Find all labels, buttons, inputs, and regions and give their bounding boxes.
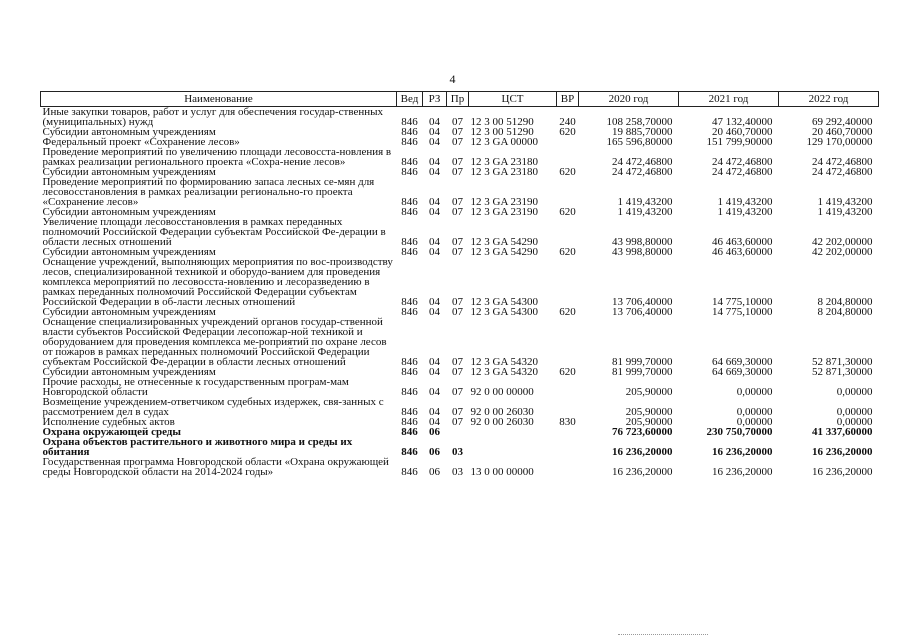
cell-vr <box>557 427 579 437</box>
cell-2021: 1 419,43200 <box>717 196 773 208</box>
cell-ved: 846 <box>401 386 418 398</box>
cell-vr: 620 <box>559 166 576 178</box>
cell-rz: 04 <box>429 296 440 308</box>
cell-name: Субсидии автономным учреждениям <box>42 126 216 138</box>
cell-cst: 12 3 GA 54300 <box>470 296 539 308</box>
cell-2021: 46 463,60000 <box>712 236 773 248</box>
cell-2020: 24 472,46800 <box>612 166 673 178</box>
cell-vr <box>557 317 579 367</box>
cell-vr <box>557 377 579 397</box>
cell-pr: 07 <box>452 116 463 128</box>
cell-cst: 12 3 GA 54290 <box>470 236 539 248</box>
cell-name: Субсидии автономным учреждениям <box>42 366 216 378</box>
cell-cst: 92 0 00 26030 <box>470 416 534 428</box>
cell-pr: 07 <box>452 236 463 248</box>
cell-cst: 12 3 00 51290 <box>470 116 534 128</box>
cell-cst: 12 3 00 51290 <box>470 126 534 138</box>
cell-2021: 0,00000 <box>736 406 773 418</box>
table-row <box>41 257 879 307</box>
cell-2022: 69 292,40000 <box>812 116 873 128</box>
cell-name: Охрана объектов растительного и животного мира и среды их обитания <box>42 436 353 458</box>
cell-2021: 14 775,10000 <box>712 306 773 318</box>
cell-vr <box>557 437 579 457</box>
cell-rz: 04 <box>429 306 440 318</box>
cell-2020: 13 706,40000 <box>612 306 673 318</box>
header-2021: 2021 год <box>679 92 779 107</box>
cell-name: Прочие расходы, не отнесенные к государственным програм-мам Новгородской области <box>42 376 349 398</box>
cell-rz: 04 <box>429 236 440 248</box>
cell-2022: 0,00000 <box>836 406 873 418</box>
cell-cst <box>469 427 557 437</box>
cell-vr: 620 <box>559 206 576 218</box>
cell-pr: 03 <box>452 446 463 458</box>
cell-rz: 04 <box>429 206 440 218</box>
cell-2020: 13 706,40000 <box>612 296 673 308</box>
table-row <box>41 107 879 128</box>
cell-rz: 06 <box>429 426 440 438</box>
cell-pr: 07 <box>452 296 463 308</box>
cell-ved: 846 <box>401 166 418 178</box>
cell-2020: 1 419,43200 <box>617 206 673 218</box>
cell-vr <box>557 457 579 477</box>
cell-ved: 846 <box>401 246 418 258</box>
cell-ved: 846 <box>401 206 418 218</box>
cell-pr: 07 <box>452 356 463 368</box>
page-number: 4 <box>449 72 456 86</box>
table-row <box>41 437 879 457</box>
cell-pr: 07 <box>452 406 463 418</box>
cell-name: Проведение мероприятий по увеличению площади лесовосста-новления в рамках реализации регионального проекта «Сохра-нение лесов» <box>42 146 392 168</box>
cell-cst: 13 0 00 00000 <box>470 466 534 478</box>
cell-2021: 47 132,40000 <box>712 116 773 128</box>
cell-vr <box>557 147 579 167</box>
header-2022: 2022 год <box>779 92 879 107</box>
cell-2022: 42 202,00000 <box>812 236 873 248</box>
cell-vr <box>557 137 579 147</box>
cell-vr: 620 <box>559 366 576 378</box>
cell-rz: 04 <box>429 126 440 138</box>
cell-2020: 43 998,80000 <box>612 236 673 248</box>
cell-rz: 04 <box>429 386 440 398</box>
cell-2022: 129 170,00000 <box>806 136 873 148</box>
header-2020: 2020 год <box>579 92 679 107</box>
cell-2020: 81 999,70000 <box>612 366 673 378</box>
cell-2022: 24 472,46800 <box>812 156 873 168</box>
table-body <box>41 107 879 478</box>
cell-ved: 846 <box>401 126 418 138</box>
table-row <box>41 377 879 397</box>
cell-ved: 846 <box>401 116 418 128</box>
cell-2020: 16 236,20000 <box>612 466 673 478</box>
cell-ved: 846 <box>401 306 418 318</box>
cell-name: Иные закупки товаров, работ и услуг для обеспечения государ-ственных (муниципальных) нужд <box>42 106 384 128</box>
cell-rz: 04 <box>429 116 440 128</box>
cell-name: Субсидии автономным учреждениям <box>42 206 216 218</box>
cell-vr: 620 <box>559 126 576 138</box>
cell-ved: 846 <box>401 156 418 168</box>
cell-pr: 07 <box>452 366 463 378</box>
cell-cst: 12 3 GA 54320 <box>470 356 539 368</box>
cell-2021: 16 236,20000 <box>712 466 773 478</box>
cell-name: Проведение мероприятий по формированию запаса лесных се-мян для лесовосстановления в рамках реализации регионально-го проекта «Сохранение лесов» <box>42 176 375 208</box>
cell-2022: 0,00000 <box>836 386 873 398</box>
cell-vr: 240 <box>559 116 576 128</box>
cell-rz: 04 <box>429 166 440 178</box>
budget-table <box>40 91 879 477</box>
table-row <box>41 147 879 167</box>
table-row <box>41 397 879 417</box>
table-row <box>41 217 879 247</box>
cell-2020: 81 999,70000 <box>612 356 673 368</box>
cell-2021: 14 775,10000 <box>712 296 773 308</box>
cell-vr: 830 <box>559 416 576 428</box>
cell-name: Субсидии автономным учреждениям <box>42 306 216 318</box>
cell-rz: 04 <box>429 136 440 148</box>
cell-2021: 20 460,70000 <box>712 126 773 138</box>
scan-artifact <box>618 634 708 637</box>
cell-pr: 07 <box>452 386 463 398</box>
cell-ved: 846 <box>401 136 418 148</box>
table-row <box>41 177 879 207</box>
cell-2022: 24 472,46800 <box>812 166 873 178</box>
cell-2021: 151 799,90000 <box>706 136 773 148</box>
cell-ved: 846 <box>401 236 418 248</box>
cell-2022: 8 204,80000 <box>817 306 873 318</box>
cell-pr: 07 <box>452 166 463 178</box>
cell-name: Субсидии автономным учреждениям <box>42 166 216 178</box>
cell-2020: 24 472,46800 <box>612 156 673 168</box>
cell-name: Государственная программа Новгородской области «Охрана окружающей среды Новгородской области на 2014-2024 годы» <box>42 456 389 478</box>
cell-2022: 52 871,30000 <box>812 366 873 378</box>
cell-ved: 846 <box>401 426 418 438</box>
cell-rz: 04 <box>429 366 440 378</box>
cell-cst: 12 3 GA 23190 <box>470 206 539 218</box>
cell-rz: 04 <box>429 246 440 258</box>
cell-ved: 846 <box>401 446 418 458</box>
cell-2022: 0,00000 <box>836 416 873 428</box>
cell-cst: 12 3 GA 23190 <box>470 196 539 208</box>
cell-2021: 46 463,60000 <box>712 246 773 258</box>
cell-name: Охрана окружающей среды <box>42 426 181 438</box>
cell-cst: 12 3 GA 54300 <box>470 306 539 318</box>
cell-name: Субсидии автономным учреждениям <box>42 246 216 258</box>
cell-cst: 12 3 GA 54290 <box>470 246 539 258</box>
cell-name: Увеличение площади лесовосстановления в рамках переданных полномочий Российской Федерации субъектам Российской Фе-дерации в области лесных отношений <box>42 216 386 248</box>
cell-ved: 846 <box>401 466 418 478</box>
cell-2022: 1 419,43200 <box>817 196 873 208</box>
cell-2021: 64 669,30000 <box>712 356 773 368</box>
cell-rz: 04 <box>429 356 440 368</box>
cell-pr: 07 <box>452 246 463 258</box>
cell-pr: 07 <box>452 416 463 428</box>
header-rz: РЗ <box>423 92 447 107</box>
cell-2021: 24 472,46800 <box>712 166 773 178</box>
cell-2021: 1 419,43200 <box>717 206 773 218</box>
cell-pr: 07 <box>452 156 463 168</box>
cell-cst: 92 0 00 26030 <box>470 406 534 418</box>
cell-vr <box>557 177 579 207</box>
header-ved: Вед <box>397 92 423 107</box>
cell-2022: 8 204,80000 <box>817 296 873 308</box>
cell-2021: 16 236,20000 <box>712 446 773 458</box>
header-pr: Пр <box>447 92 469 107</box>
cell-2021: 230 750,70000 <box>706 426 773 438</box>
cell-name: Возмещение учреждением-ответчиком судебных издержек, свя-занных с рассмотрением дел в судах <box>42 396 384 418</box>
cell-2020: 1 419,43200 <box>617 196 673 208</box>
cell-2021: 0,00000 <box>736 386 773 398</box>
cell-pr: 07 <box>452 136 463 148</box>
cell-rz: 06 <box>429 466 440 478</box>
cell-vr <box>557 257 579 307</box>
table-row <box>41 457 879 477</box>
cell-2022: 1 419,43200 <box>817 206 873 218</box>
cell-rz: 04 <box>429 156 440 168</box>
header-name: Наименование <box>41 92 397 107</box>
header-cst: ЦСТ <box>469 92 557 107</box>
cell-2020: 43 998,80000 <box>612 246 673 258</box>
cell-rz: 04 <box>429 196 440 208</box>
cell-2020: 205,90000 <box>625 406 673 418</box>
cell-cst: 12 3 GA 54320 <box>470 366 539 378</box>
cell-rz: 06 <box>429 446 440 458</box>
cell-2022: 20 460,70000 <box>812 126 873 138</box>
cell-cst: 12 3 GA 23180 <box>470 156 539 168</box>
cell-2020: 205,90000 <box>625 386 673 398</box>
cell-pr: 07 <box>452 126 463 138</box>
cell-2020: 205,90000 <box>625 416 673 428</box>
cell-pr: 07 <box>452 196 463 208</box>
cell-rz: 04 <box>429 416 440 428</box>
cell-2020: 16 236,20000 <box>612 446 673 458</box>
cell-name: Оснащение учреждений, выполняющих мероприятия по вос-производству лесов, специализированной техникой и оборудо-ванием для проведения комплекса мероприятий по лесовосста-новлению и лесоразведению в рамках переданных полномочий Российской Федерации субъектам Российской Федерации в об-ласти лесных отношений <box>42 256 393 308</box>
cell-2022: 16 236,20000 <box>812 446 873 458</box>
cell-2020: 165 596,80000 <box>606 136 673 148</box>
cell-2022: 42 202,00000 <box>812 246 873 258</box>
cell-name: Федеральный проект «Сохранение лесов» <box>42 136 240 148</box>
cell-cst: 92 0 00 00000 <box>470 386 534 398</box>
cell-pr: 07 <box>452 206 463 218</box>
cell-vr <box>557 397 579 417</box>
cell-2022: 41 337,60000 <box>812 426 873 438</box>
cell-ved: 846 <box>401 366 418 378</box>
cell-2022: 16 236,20000 <box>812 466 873 478</box>
cell-2020: 108 258,70000 <box>606 116 673 128</box>
cell-pr: 07 <box>452 306 463 318</box>
cell-ved: 846 <box>401 356 418 368</box>
cell-vr <box>557 217 579 247</box>
table-header <box>41 92 879 107</box>
cell-pr: 03 <box>452 466 463 478</box>
cell-ved: 846 <box>401 196 418 208</box>
cell-name: Исполнение судебных актов <box>42 416 175 428</box>
cell-2020: 19 885,70000 <box>612 126 673 138</box>
cell-ved: 846 <box>401 296 418 308</box>
cell-2021: 24 472,46800 <box>712 156 773 168</box>
cell-cst: 12 3 GA 00000 <box>470 136 539 148</box>
cell-cst <box>469 437 557 457</box>
cell-ved: 846 <box>401 416 418 428</box>
cell-vr: 620 <box>559 306 576 318</box>
cell-2020: 76 723,60000 <box>612 426 673 438</box>
table-row <box>41 317 879 367</box>
cell-name: Оснащение специализированных учреждений органов государ-ственной власти субъектов Российской Федерации лесопожар-ной техникой и оборудованием для проведения комплекса ме-роприятий по охране лесов от пожаров в рамках переданных полномочий Российской Федерации субъектам Российской Фе-дерации в области лесных отношений <box>42 316 387 368</box>
cell-cst: 12 3 GA 23180 <box>470 166 539 178</box>
cell-rz: 04 <box>429 406 440 418</box>
header-vr: ВР <box>557 92 579 107</box>
cell-2022: 52 871,30000 <box>812 356 873 368</box>
cell-pr <box>447 427 469 437</box>
cell-2021: 0,00000 <box>736 416 773 428</box>
cell-vr: 620 <box>559 246 576 258</box>
cell-2021: 64 669,30000 <box>712 366 773 378</box>
cell-ved: 846 <box>401 406 418 418</box>
